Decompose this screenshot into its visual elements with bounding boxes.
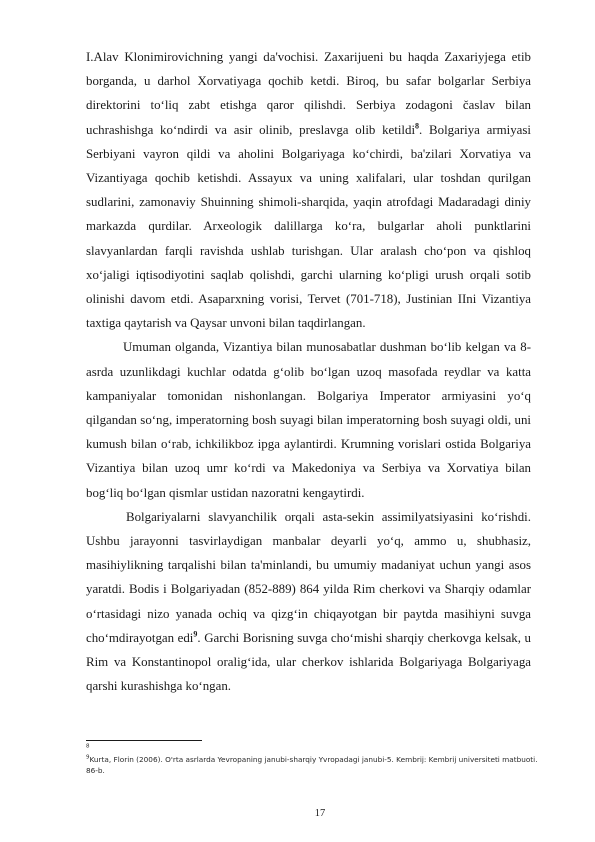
- paragraph-3-text: Bolgariyalarni slavyanchilik orqali asta-sekin assimilyatsiyasini ko‘rishdi. Ushbu jarayonni tasvirlaydigan manbalar deyarli yo‘q, ammo u, shubhasiz, masihiylikning tarqalishi bilan ta'minlandi, bu umumiy madaniyat uchun yangi asos yaratdi. Bodis i Bolgariyadan (852-889) 864 yilda Rim cherkovi va Sharqiy odamlar o‘rtasidagi nizo yanada ochiq va qizg‘in chiqayotgan bir paytda masihiyni suvga cho‘mdirayotgan edi: [86, 509, 531, 645]
- footnote-divider: [86, 740, 202, 741]
- paragraph-1: [86, 45, 531, 335]
- footnote-number: 8: [86, 743, 90, 750]
- paragraph-2: Umuman olganda, Vizantiya bilan munosabatlar dushman bo‘lib kelgan va 8-asrda uzunlikdagi kuchlar odatda g‘olib bo‘lgan uzoq masofada reydlar va katta kampaniyalar tomonidan nishonlangan. Bolgariya Imperator armiyasini yo‘q qilgandan so‘ng, imperatorning bosh suyagi bilan imperatorning bosh suyagi oldi, uni kumush bilan o‘rab, ichkilikboz ipga aylantirdi. Krumning vorislari ostida Bolgariya Vizantiya bilan uzoq umr ko‘rdi va Makedoniya va Serbiya va Xorvatiya bilan bog‘liq bo‘lgan qismlar ustidan nazoratni kengaytirdi.: [86, 340, 531, 500]
- footnote-9: [86, 754, 546, 776]
- footnote-ref-8[interactable]: 8: [415, 121, 420, 131]
- footnote-text: Kurta, Florin (2006). O'rta asrlarda Yevropaning janubi-sharqiy Yvropadagi janubi-5. Kembrij: Kembrij universiteti matbuoti. 86-b.: [86, 755, 538, 775]
- footnotes: [86, 743, 546, 776]
- paragraph-1-continuation: . Bolgariya armiyasi Serbiyani vayron qildi va aholini Bolgariyaga ko‘chirdi, ba'zilari Xorvatiya va Vizantiyaga qochib ketishdi. Assayux va uning xalifalari, ular toshdan qurilgan sudlarini, zamonaviy Shuinning shimoli-sharqida, yaqin atrofdagi Madaradagi diniy markazda qurdilar. Arxeologik dalillarga ko‘ra, bulgarlar aholi punktlarini slavyanlardan farqli ravishda ushlab turishgan. Ular aralash cho‘pon va qishloq xo‘jaligi iqtisodiyotini saqlab qolishdi, garchi ularning ko‘pligi urush orqali sotib olinishi davom etdi. Asaparxning vorisi, Tervet (701-718), Justinian IIni Vizantiya taxtiga qaytarish va Qaysar unvoni bilan taqdirlangan.: [86, 122, 532, 331]
- body-text: [86, 45, 531, 698]
- footnote-ref-9[interactable]: 9: [193, 629, 198, 639]
- footnote-number: 9: [86, 754, 90, 761]
- paragraph-3-continuation: . Garchi Borisning suvga cho‘mishi sharqiy cherkovga kelsak, u Rim va Konstantinopol oralig‘ida, ular cherkov ishlarida Bolgariyaga Bolgariyaga qarshi kurashishga ko‘ngan.: [86, 630, 531, 694]
- page-number: 17: [314, 808, 326, 819]
- paragraph-1-text: I.Alav Klonimirovichning yangi da'vochisi. Zaxarijueni bu haqda Zaxariyjega etib borganda, u darhol Xorvatiyaga qochib ketdi. Biroq, bu safar bolgarlar Serbiya direktorini to‘liq zabt etishga qaror qilishdi. Serbiya zodagoni časlav bilan uchrashishga ko‘ndirdi va asir olinib, preslavga olib ketildi: [86, 50, 531, 137]
- paragraph-3: [86, 505, 531, 699]
- footnote-8: [86, 743, 546, 754]
